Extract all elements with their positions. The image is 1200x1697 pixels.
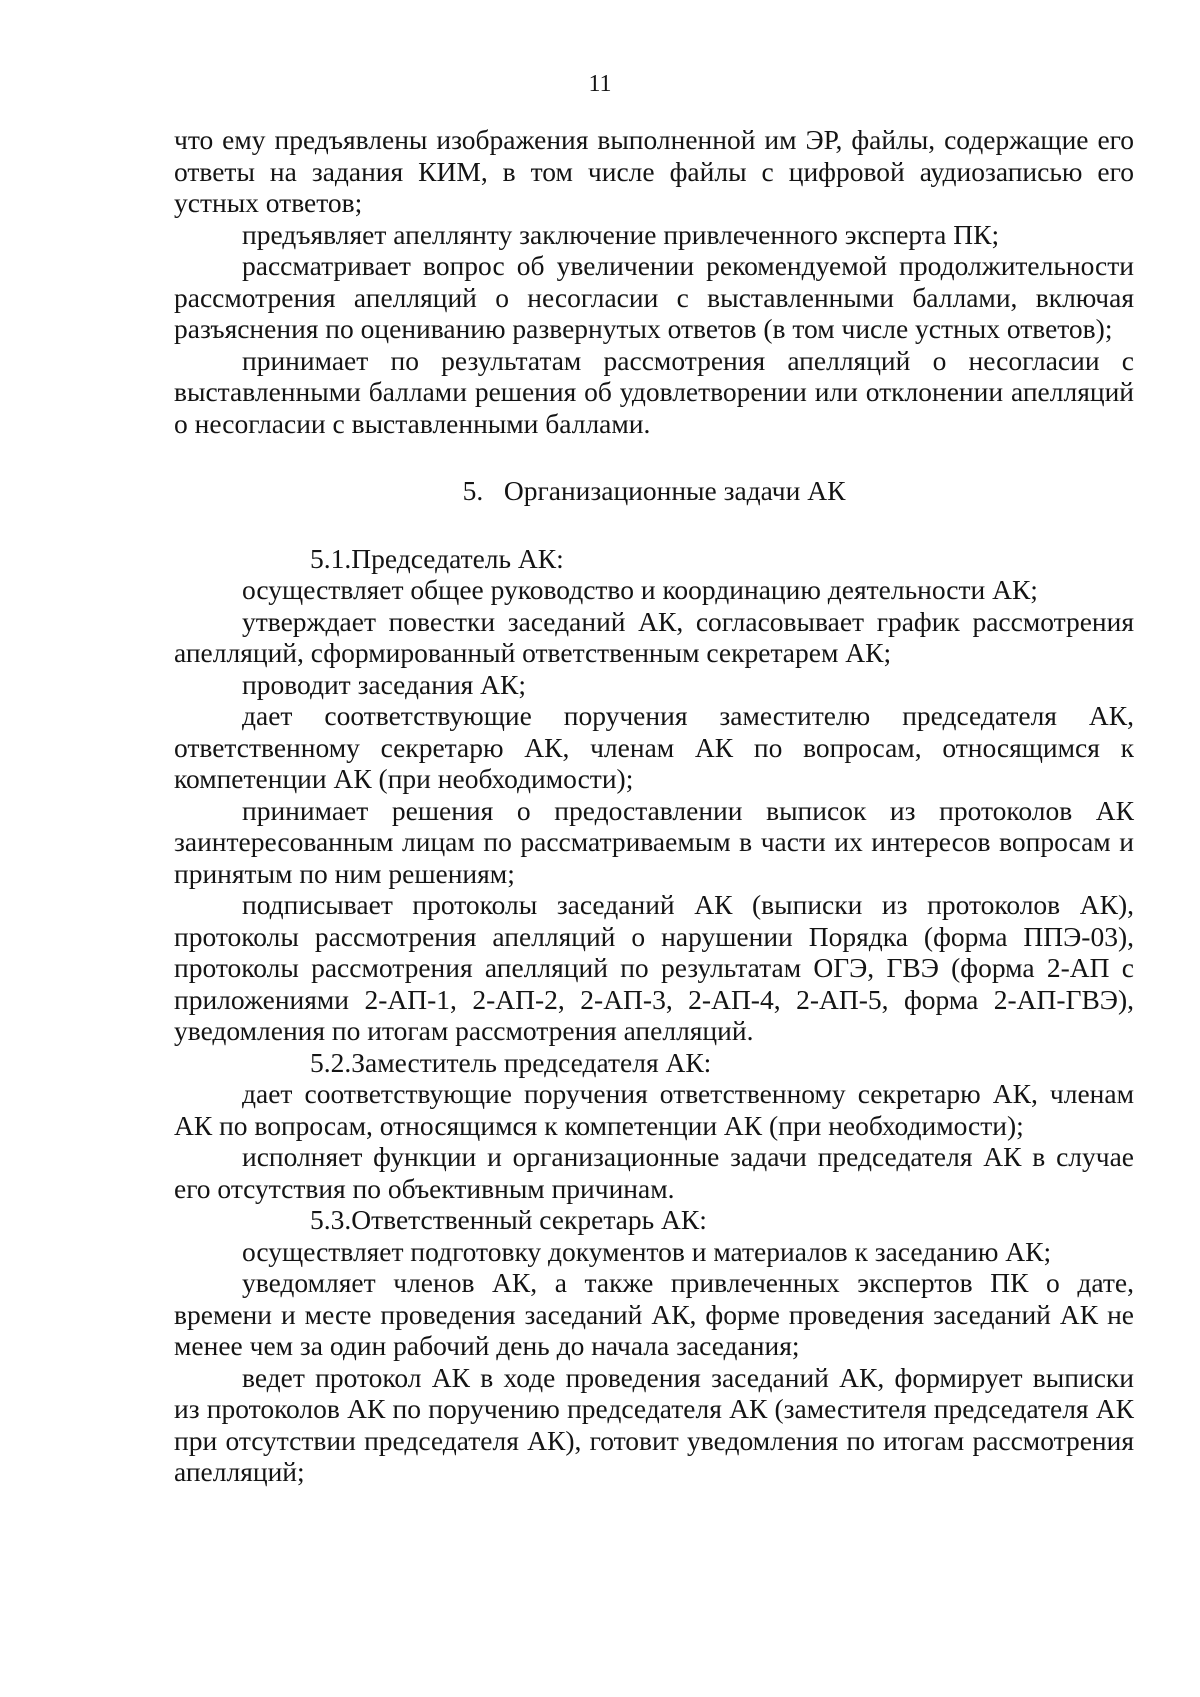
subsection-title: Председатель АК: xyxy=(351,542,564,574)
subsection-item: ведет протокол АК в ходе проведения заседаний АК, формирует выписки из протоколов АК по поручению председателя АК (заместителя председателя АК при отсутствии председателя АК), готовит уведомления по итогам рассмотрения апелляций; xyxy=(174,1361,1134,1487)
intro-continuation: что ему предъявлены изображения выполненной им ЭР, файлы, содержащие его ответы на задания КИМ, в том числе файлы с цифровой аудиозаписью его устных ответов; xyxy=(174,124,1134,218)
subsection-number: 5.3. xyxy=(310,1204,352,1235)
subsection-title: Заместитель председателя АК: xyxy=(351,1046,712,1078)
subsection-item: утверждает повестки заседаний АК, согласовывает график рассмотрения апелляций, сформированный ответственным секретарем АК; xyxy=(174,605,1134,668)
subsection-item: подписывает протоколы заседаний АК (выписки из протоколов АК), протоколы рассмотрения апелляций о нарушении Порядка (форма ППЭ-03), протоколы рассмотрения апелляций по результатам ОГЭ, ГВЭ (форма 2-АП с приложениями 2-АП-1, 2-АП-2, 2-АП-3, 2-АП-4, 2-АП-5, форма 2-АП-ГВЭ), уведомления по итогам рассмотрения апелляций. xyxy=(174,889,1134,1046)
subsection-item: осуществляет подготовку документов и материалов к заседанию АК; xyxy=(242,1235,1052,1267)
page-content xyxy=(174,124,1134,1488)
subsection-item: проводит заседания АК; xyxy=(242,668,527,700)
intro-item: рассматривает вопрос об увеличении рекомендуемой продолжительности рассмотрения апелляций о несогласии с выставленными баллами, включая разъяснения по оцениванию развернутых ответов (в том числе устных ответов); xyxy=(174,250,1134,344)
intro-item: предъявляет апеллянту заключение привлеченного эксперта ПК; xyxy=(242,218,1000,250)
subsection-number: 5.1. xyxy=(310,542,352,574)
subsection-title: Ответственный секретарь АК: xyxy=(351,1204,707,1235)
page-number: 11 xyxy=(588,71,612,97)
subsection-number: 5.2. xyxy=(310,1046,352,1078)
subsection-item: дает соответствующие поручения ответственному секретарю АК, членам АК по вопросам, относящимся к компетенции АК (при необходимости); xyxy=(174,1078,1134,1141)
intro-item: принимает по результатам рассмотрения апелляций о несогласии с выставленными баллами решения об удовлетворении или отклонении апелляций о несогласии с выставленными баллами. xyxy=(174,344,1134,439)
subsection-heading xyxy=(174,1047,1134,1079)
subsection-item: осуществляет общее руководство и координацию деятельности АК; xyxy=(242,574,1038,605)
section-heading xyxy=(174,475,1134,507)
subsection-heading xyxy=(174,1204,1134,1236)
subsection-item: дает соответствующие поручения заместителю председателя АК, ответственному секретарю АК, членам АК по вопросам, относящимся к компетенции АК (при необходимости); xyxy=(174,700,1134,794)
subsection-heading xyxy=(174,543,1134,575)
section-title: Организационные задачи АК xyxy=(503,475,846,506)
subsection-item: уведомляет членов АК, а также привлеченных экспертов ПК о дате, времени и месте проведения заседаний АК, форме проведения заседаний АК не менее чем за один рабочий день до начала заседания; xyxy=(174,1267,1134,1361)
subsection-item: исполняет функции и организационные задачи председателя АК в случае его отсутствия по объективным причинам. xyxy=(174,1141,1134,1204)
section-number: 5. xyxy=(462,475,484,506)
subsection-item: принимает решения о предоставлении выписок из протоколов АК заинтересованным лицам по рассматриваемым в части их интересов вопросам и принятым по ним решениям; xyxy=(174,794,1134,889)
